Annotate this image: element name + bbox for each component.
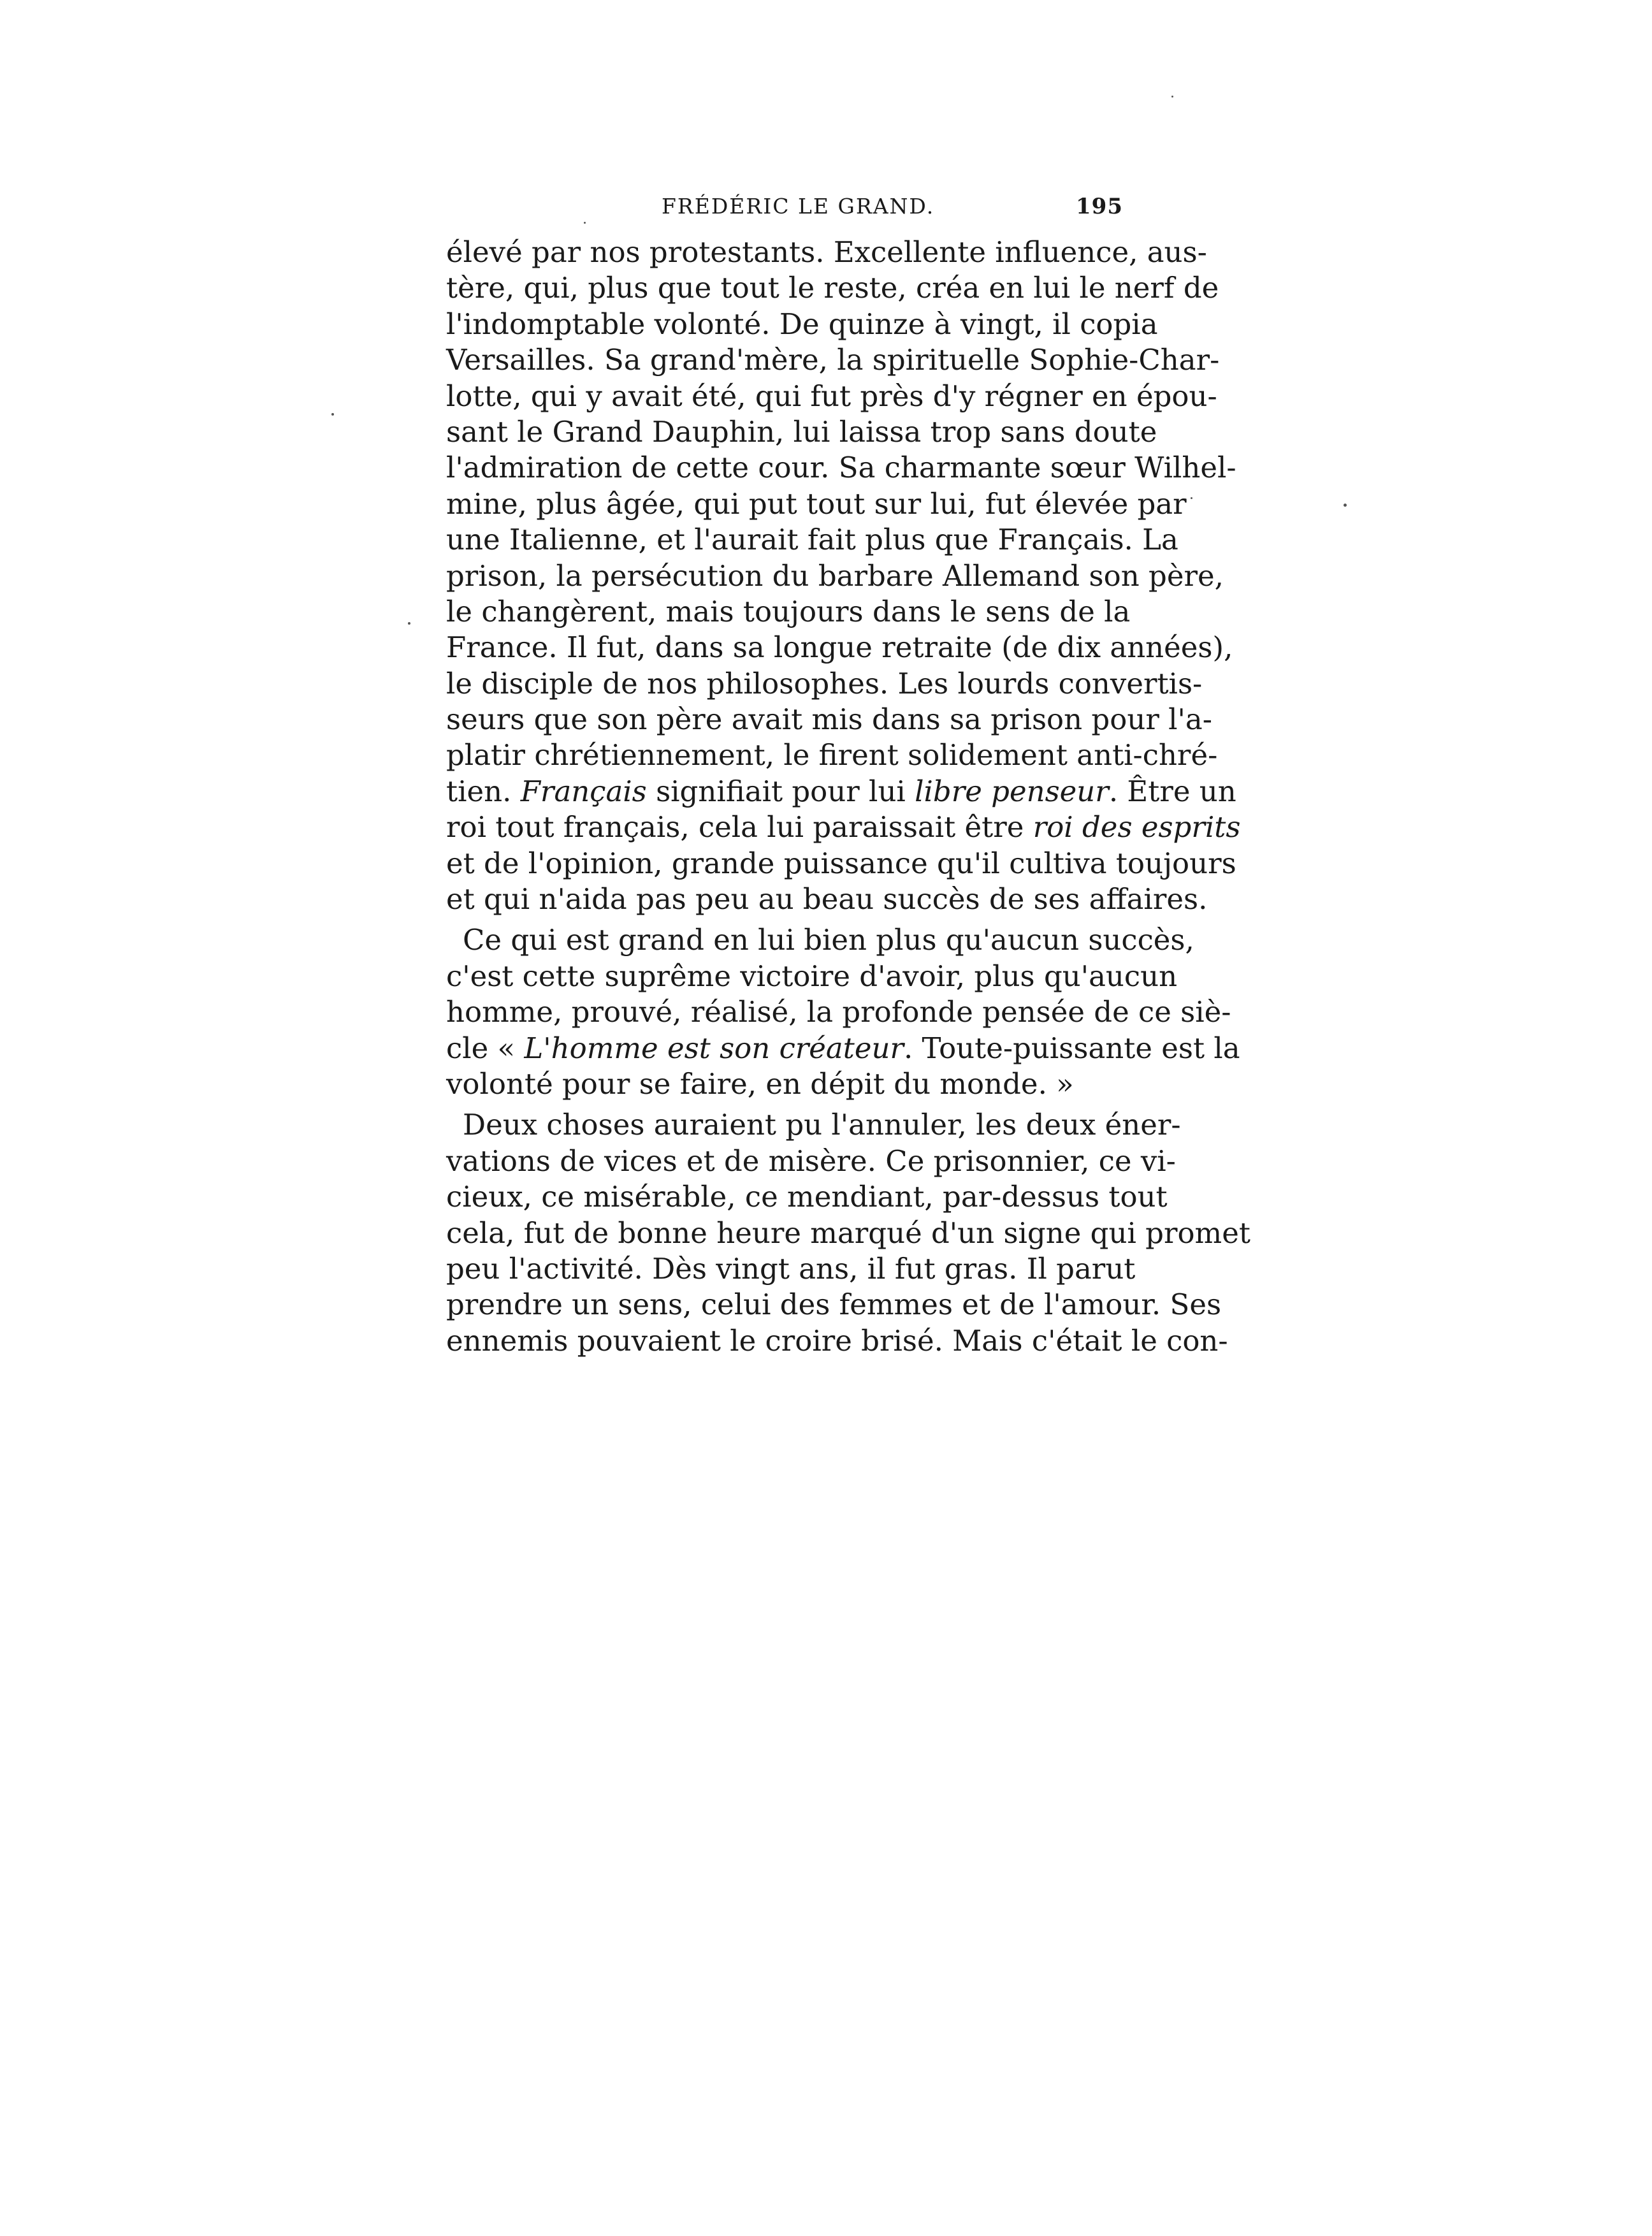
paragraph xyxy=(446,235,1241,917)
text-line xyxy=(446,774,1236,809)
text-line: ennemis pouvaient le croire brisé. Mais c'était le con- xyxy=(446,1323,1228,1358)
paragraph xyxy=(446,922,1240,1102)
scan-speck xyxy=(408,622,410,625)
text-line: cela, fut de bonne heure marqué d'un signe qui promet xyxy=(446,1216,1250,1250)
text-span: cle « xyxy=(446,1031,525,1065)
text-line: une Italienne, et l'aurait fait plus que Français. La xyxy=(446,523,1178,557)
paragraph xyxy=(446,1107,1250,1359)
text-span: tien. xyxy=(446,774,521,808)
italic-text: Français xyxy=(520,774,647,808)
text-line: peu l'activité. Dès vingt ans, il fut gras. Il parut xyxy=(446,1251,1136,1286)
text-line xyxy=(446,809,1241,845)
text-line: lotte, qui y avait été, qui fut près d'y régner en épou- xyxy=(446,379,1217,413)
text-line: platir chrétiennement, le firent solidement anti-chré- xyxy=(446,738,1218,773)
text-line: Ce qui est grand en lui bien plus qu'aucun succès, xyxy=(463,923,1194,957)
scan-speck xyxy=(584,222,586,224)
text-line: cieux, ce misérable, ce mendiant, par-dessus tout xyxy=(446,1180,1168,1214)
page-number: 195 xyxy=(1076,194,1123,219)
text-line: Versailles. Sa grand'mère, la spirituelle Sophie-Char- xyxy=(446,343,1220,377)
text-line: l'admiration de cette cour. Sa charmante sœur Wilhel- xyxy=(446,451,1236,485)
text-line: mine, plus âgée, qui put tout sur lui, fut élevée par xyxy=(446,486,1187,521)
text-span: roi tout français, cela lui paraissait être xyxy=(446,810,1033,845)
scan-speck xyxy=(1171,96,1173,98)
text-line: tère, qui, plus que tout le reste, créa en lui le nerf de xyxy=(446,271,1219,305)
scan-speck xyxy=(1344,504,1347,507)
running-title: FRÉDÉRIC LE GRAND. xyxy=(662,194,935,219)
text-line: le disciple de nos philosophes. Les lourds convertis- xyxy=(446,666,1203,701)
italic-text: L'homme est son créateur xyxy=(524,1031,904,1065)
text-line: seurs que son père avait mis dans sa prison pour l'a- xyxy=(446,702,1212,737)
text-line: et de l'opinion, grande puissance qu'il cultiva toujours xyxy=(446,846,1236,880)
text-line: volonté pour se faire, en dépit du monde. » xyxy=(446,1066,1074,1101)
text-line: France. Il fut, dans sa longue retraite (de dix années), xyxy=(446,630,1233,665)
text-line: le changèrent, mais toujours dans le sens de la xyxy=(446,594,1131,628)
text-line: homme, prouvé, réalisé, la profonde pensée de ce siè- xyxy=(446,995,1231,1029)
text-line: élevé par nos protestants. Excellente influence, aus- xyxy=(446,235,1207,269)
text-line: l'indomptable volonté. De quinze à vingt, il copia xyxy=(446,307,1158,341)
italic-text: roi des esprits xyxy=(1032,810,1241,845)
running-head xyxy=(446,190,1123,228)
text-line: vations de vices et de misère. Ce prisonnier, ce vi- xyxy=(446,1143,1176,1178)
body-text xyxy=(446,235,1250,1359)
scan-speck xyxy=(331,413,334,416)
italic-text: libre penseur xyxy=(915,774,1109,808)
scan-speck xyxy=(1191,497,1192,499)
text-span: . Toute-puissante est la xyxy=(903,1031,1240,1065)
text-line xyxy=(446,1031,1240,1066)
text-span: signifiait pour lui xyxy=(646,774,915,808)
text-line: prison, la persécution du barbare Allemand son père, xyxy=(446,558,1224,593)
text-span: . Être un xyxy=(1108,774,1236,808)
text-line: sant le Grand Dauphin, lui laissa trop sans doute xyxy=(446,414,1157,449)
text-line: et qui n'aida pas peu au beau succès de ses affaires. xyxy=(446,882,1208,917)
text-line: c'est cette suprême victoire d'avoir, plus qu'aucun xyxy=(446,959,1178,993)
text-line: Deux choses auraient pu l'annuler, les deux éner- xyxy=(463,1108,1181,1142)
text-line: prendre un sens, celui des femmes et de l'amour. Ses xyxy=(446,1288,1222,1322)
